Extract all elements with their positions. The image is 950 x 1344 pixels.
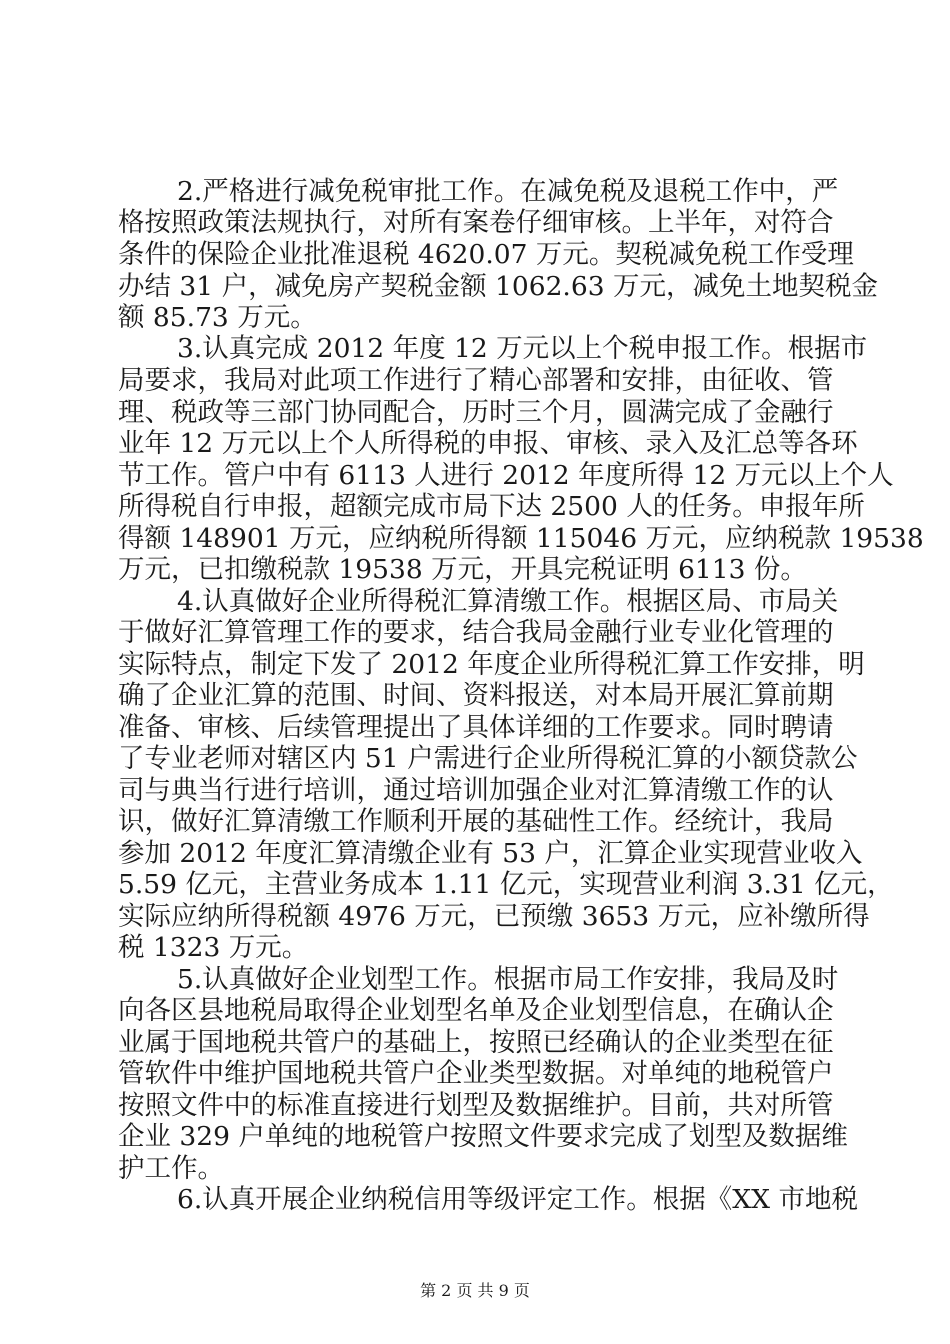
text-line xyxy=(0,774,950,808)
text-line xyxy=(0,931,950,965)
text-line xyxy=(0,585,950,619)
text-line xyxy=(0,332,950,366)
text-line xyxy=(0,742,950,776)
line-text: 业属于国地税共管户的基础上，按照已经确认的企业类型在征 xyxy=(118,1027,834,1058)
text-line xyxy=(0,490,950,524)
text-line xyxy=(0,711,950,745)
text-line xyxy=(0,648,950,682)
line-text: 额 85.73 万元。 xyxy=(118,302,317,333)
text-line xyxy=(0,679,950,713)
line-text: 节工作。管户中有 6113 人进行 2012 年度所得 12 万元以上个人 xyxy=(118,460,894,491)
line-text: 了专业老师对辖区内 51 户需进行企业所得税汇算的小额贷款公 xyxy=(118,743,858,774)
text-line xyxy=(0,364,950,398)
line-text: 所得税自行申报，超额完成市局下达 2500 人的任务。申报年所 xyxy=(118,491,865,522)
line-text: 格按照政策法规执行，对所有案卷仔细审核。上半年，对符合 xyxy=(118,207,834,238)
text-line xyxy=(0,963,950,997)
line-text: 实际特点，制定下发了 2012 年度企业所得税汇算工作安排，明 xyxy=(118,649,865,680)
text-line xyxy=(0,553,950,587)
line-text: 办结 31 户，减免房产契税金额 1062.63 万元，减免土地契税金 xyxy=(118,271,878,302)
line-text: 识，做好汇算清缴工作顺利开展的基础性工作。经统计，我局 xyxy=(118,806,834,837)
text-line xyxy=(0,301,950,335)
text-line xyxy=(0,270,950,304)
line-text: 司与典当行进行培训，通过培训加强企业对汇算清缴工作的认 xyxy=(118,775,834,806)
line-text: 护工作。 xyxy=(118,1153,224,1184)
line-text: 5.59 亿元，主营业务成本 1.11 亿元，实现营业利润 3.31 亿元， xyxy=(118,869,894,900)
text-line xyxy=(0,1152,950,1186)
text-line xyxy=(0,175,950,209)
text-line xyxy=(0,238,950,272)
line-text: 业年 12 万元以上个人所得税的申报、审核、录入及汇总等各环 xyxy=(118,428,858,459)
line-text: 管软件中维护国地税共管户企业类型数据。对单纯的地税管户 xyxy=(118,1058,834,1089)
text-line xyxy=(0,1183,950,1217)
line-text: 参加 2012 年度汇算清缴企业有 53 户，汇算企业实现营业收入 xyxy=(118,838,863,869)
line-text: 于做好汇算管理工作的要求，结合我局金融行业专业化管理的 xyxy=(118,617,834,648)
page-number-footer: 第 2 页 共 9 页 xyxy=(420,1281,530,1300)
line-text: 确了企业汇算的范围、时间、资料报送，对本局开展汇算前期 xyxy=(118,680,834,711)
line-text: 向各区县地税局取得企业划型名单及企业划型信息，在确认企 xyxy=(118,995,834,1026)
text-line xyxy=(0,206,950,240)
text-line xyxy=(0,616,950,650)
line-text: 2.严格进行减免税审批工作。在减免税及退税工作中，严 xyxy=(177,176,839,207)
text-line xyxy=(0,1120,950,1154)
text-line xyxy=(0,522,950,556)
text-line xyxy=(0,868,950,902)
line-text: 企业 329 户单纯的地税管户按照文件要求完成了划型及数据维 xyxy=(118,1121,848,1152)
line-text: 得额 148901 万元，应纳税所得额 115046 万元，应纳税款 19538 xyxy=(118,523,924,554)
text-line xyxy=(0,1057,950,1091)
line-text: 准备、审核、后续管理提出了具体详细的工作要求。同时聘请 xyxy=(118,712,834,743)
line-text: 4.认真做好企业所得税汇算清缴工作。根据区局、市局关 xyxy=(177,586,839,617)
line-text: 6.认真开展企业纳税信用等级评定工作。根据《XX 市地税 xyxy=(177,1184,858,1215)
line-text: 实际应纳所得税额 4976 万元，已预缴 3653 万元，应补缴所得 xyxy=(118,901,870,932)
text-line xyxy=(0,1089,950,1123)
text-line xyxy=(0,994,950,1028)
text-line xyxy=(0,900,950,934)
text-line xyxy=(0,1026,950,1060)
line-text: 局要求，我局对此项工作进行了精心部署和安排，由征收、管 xyxy=(118,365,834,396)
line-text: 5.认真做好企业划型工作。根据市局工作安排，我局及时 xyxy=(177,964,839,995)
text-line xyxy=(0,837,950,871)
line-text: 税 1323 万元。 xyxy=(118,932,309,963)
text-line xyxy=(0,459,950,493)
line-text: 按照文件中的标准直接进行划型及数据维护。目前，共对所管 xyxy=(118,1090,834,1121)
text-line xyxy=(0,427,950,461)
text-line xyxy=(0,805,950,839)
line-text: 万元，已扣缴税款 19538 万元，开具完税证明 6113 份。 xyxy=(118,554,807,585)
text-line xyxy=(0,396,950,430)
line-text: 条件的保险企业批准退税 4620.07 万元。契税减免税工作受理 xyxy=(118,239,854,270)
line-text: 3.认真完成 2012 年度 12 万元以上个税申报工作。根据市 xyxy=(177,333,868,364)
line-text: 理、税政等三部门协同配合，历时三个月，圆满完成了金融行 xyxy=(118,397,834,428)
